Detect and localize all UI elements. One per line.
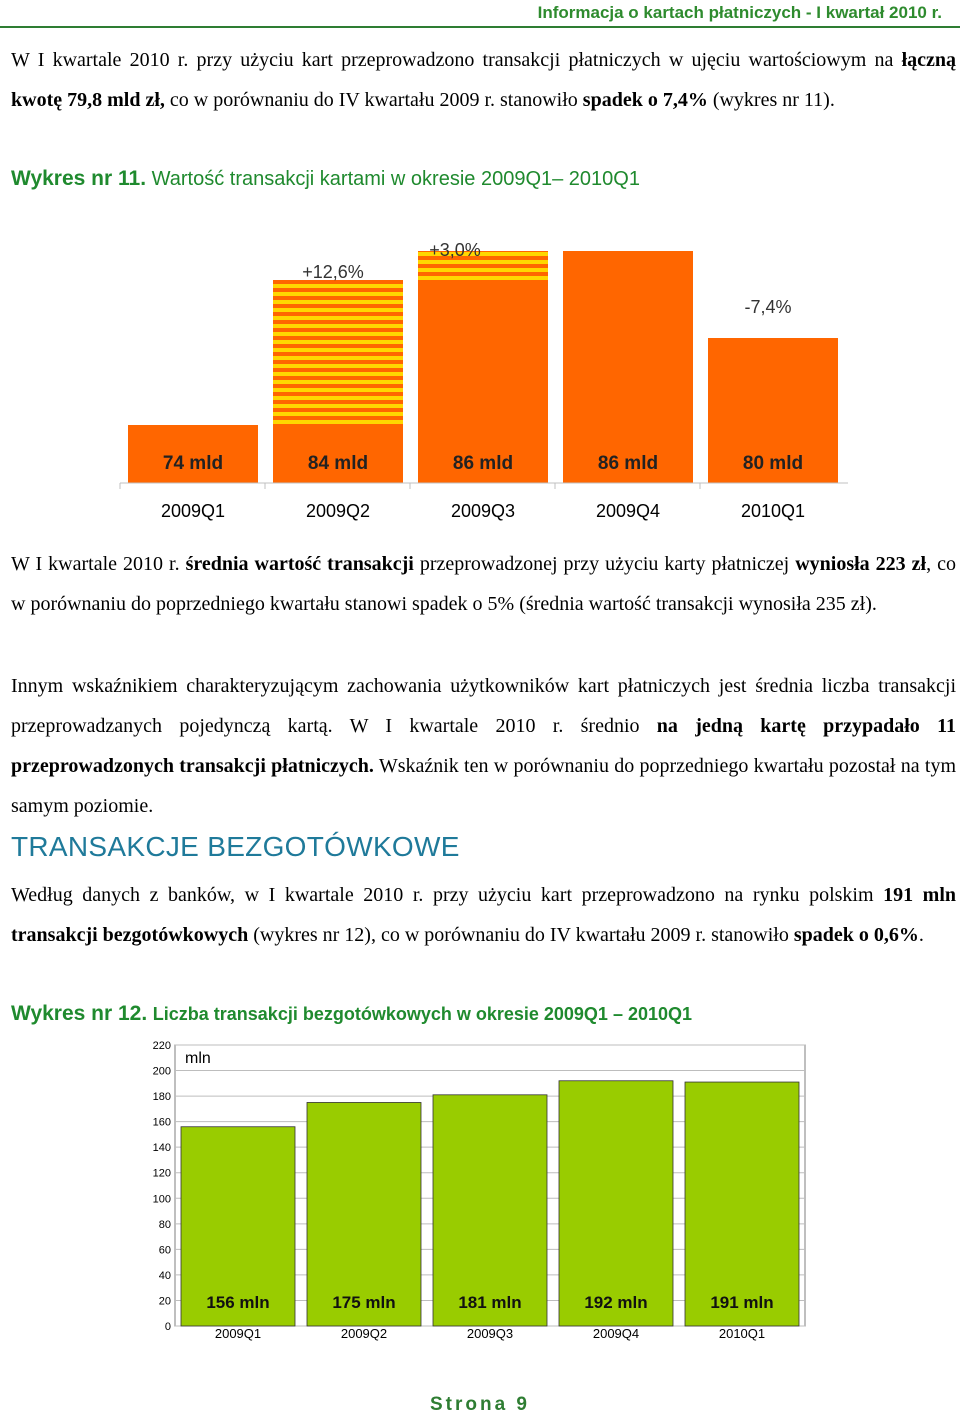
category-label: 2010Q1 <box>718 1326 766 1341</box>
bold-text: łączną kwotę 79,8 mld zł, <box>11 49 956 111</box>
text: . <box>918 924 924 946</box>
bold-text: spadek o 0,6% <box>793 924 919 946</box>
y-tick-label: 200 <box>152 1065 171 1078</box>
value-label: 80 mld <box>742 453 804 474</box>
bold-text: 191 mln transakcji bezgotówkowych <box>11 884 956 946</box>
text: , co w porównaniu do poprzedniego kwartału stanowi spadek o 5% (średnia wartość transakcji wynosiła 235 zł). <box>11 553 956 615</box>
y-tick-label: 60 <box>158 1244 171 1257</box>
text: Innym wskaźnikiem charakteryzującym zachowania użytkowników kart płatniczych jest średnia liczba transakcji przeprowadzanych pojedynczą kartą. W I kwartale 2010 r. średnio <box>11 675 956 737</box>
text: (wykres nr 12), co w porównaniu do IV kwartału 2009 r. stanowiło <box>248 924 794 946</box>
value-label: 191 mln <box>710 1293 774 1312</box>
bar-2010Q1 <box>685 1082 799 1326</box>
bar-2009Q3 <box>418 251 548 483</box>
bar-2009Q4 <box>563 251 693 483</box>
change-label: +12,6% <box>302 262 364 282</box>
change-label: +3,0% <box>429 240 481 260</box>
category-label: 2009Q3 <box>450 501 516 521</box>
text: przeprowadzonej przy użyciu karty płatniczej <box>413 553 796 575</box>
bold-text: spadek o 7,4% <box>582 89 708 111</box>
value-label: 156 mln <box>206 1293 270 1312</box>
bar-2009Q3 <box>433 1095 547 1326</box>
value-label: 86 mld <box>597 453 659 474</box>
value-label: 175 mln <box>332 1293 396 1312</box>
y-tick-label: 120 <box>152 1167 171 1180</box>
text: W I kwartale 2010 r. przy użyciu kart przeprowadzono transakcji płatniczych w ujęciu wartościowym na <box>11 49 902 71</box>
section-title: TRANSAKCJE BEZGOTÓWKOWE <box>11 831 460 862</box>
value-label: 86 mld <box>452 453 514 474</box>
bar-2009Q4 <box>559 1081 673 1326</box>
bold-text: na jedną kartę przypadało 11 przeprowadzonych transakcji płatniczych. <box>11 715 956 777</box>
text: W I kwartale 2010 r. <box>11 553 186 575</box>
y-tick-label: 0 <box>164 1321 171 1333</box>
y-tick-label: 160 <box>152 1116 171 1129</box>
y-tick-label: 100 <box>152 1193 171 1206</box>
y-tick-label: 80 <box>158 1218 171 1231</box>
text: Wskaźnik ten w porównaniu do poprzedniego kwartału pozostał na tym samym poziomie. <box>11 755 956 817</box>
unit-label: mln <box>185 1050 211 1067</box>
page-header <box>0 0 960 28</box>
category-label: 2009Q4 <box>595 501 661 521</box>
caption-lead: Wykres nr 11. <box>11 167 147 190</box>
category-label: 2009Q4 <box>592 1326 640 1341</box>
category-label: 2010Q1 <box>740 501 806 521</box>
header-title: Informacja o kartach płatniczych - I kwartał 2010 r. <box>537 3 942 22</box>
paragraph-transactions-per-card <box>11 666 956 826</box>
paragraph-average-value <box>11 544 956 624</box>
chart-cashless-count <box>0 1030 960 1350</box>
y-tick-label: 40 <box>158 1269 171 1282</box>
text: (wykres nr 11). <box>707 89 835 111</box>
text: Według danych z banków, w I kwartale 2010 r. przy użyciu kart przeprowadzono na rynku polskim <box>11 884 884 906</box>
chart-11-caption <box>11 167 640 191</box>
chart-12-caption <box>11 1002 692 1026</box>
caption-text: Wartość transakcji kartami w okresie 2009Q1– 2010Q1 <box>151 168 640 190</box>
category-label: 2009Q1 <box>160 501 226 521</box>
y-tick-label: 220 <box>152 1040 171 1052</box>
value-label: 74 mld <box>162 453 224 474</box>
paragraph-cashless-transactions <box>11 875 956 955</box>
chart-transaction-value <box>0 200 960 540</box>
category-label: 2009Q2 <box>340 1326 388 1341</box>
caption-text: Liczba transakcji bezgotówkowych w okresie 2009Q1 – 2010Q1 <box>152 1004 693 1024</box>
value-label: 181 mln <box>458 1293 522 1312</box>
bold-text: średnia wartość transakcji <box>185 553 414 575</box>
bold-text: wyniosła 223 zł <box>795 553 927 575</box>
category-label: 2009Q3 <box>466 1326 514 1341</box>
y-tick-label: 20 <box>158 1295 171 1308</box>
y-tick-label: 140 <box>152 1142 171 1155</box>
bar-body <box>563 251 693 483</box>
y-tick-label: 180 <box>152 1091 171 1104</box>
bar-increase <box>273 280 403 425</box>
page-number: Strona 9 <box>429 1394 531 1415</box>
paragraph-value-summary <box>11 40 956 120</box>
value-label: 192 mln <box>584 1293 648 1312</box>
change-label: -7,4% <box>744 297 792 317</box>
text: co w porównaniu do IV kwartału 2009 r. stanowiło <box>164 89 583 111</box>
category-label: 2009Q2 <box>305 501 371 521</box>
value-label: 84 mld <box>307 453 369 474</box>
caption-lead: Wykres nr 12. <box>11 1002 148 1025</box>
category-label: 2009Q1 <box>214 1326 262 1341</box>
